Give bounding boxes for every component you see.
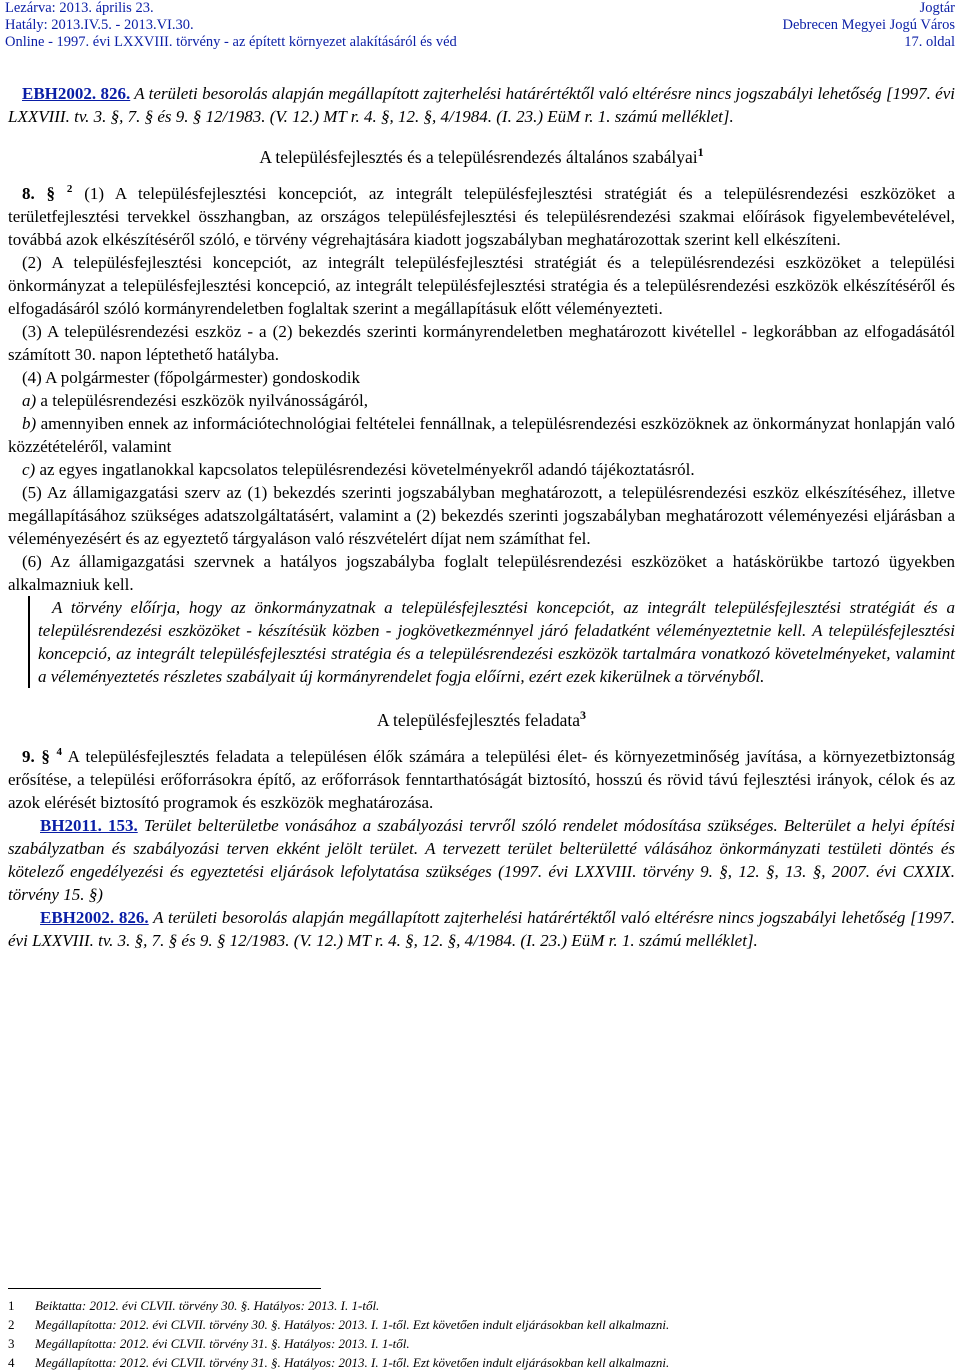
footnote	[8, 1315, 958, 1334]
case-reference-text: Terület belterületbe vonásához a szabályozási tervről szóló rendelet módosítása szükséges. Belterület a helyi építési szabályzatban és szabályozási terven ekként jelölt terület. A tervezett terület belterületté válásához önkormányzati testületi döntés és kötelező engedélyezési és egyeztetési eljárások lefolytatása szükséges (1997. évi LXXVIII. törvény 9. §, 12. §, 13. §, 2007. évi CXXIX. törvény 15. §)	[8, 815, 955, 904]
footnote-marker[interactable]: 3	[580, 707, 587, 722]
section-heading-text: A településfejlesztés feladata	[376, 709, 581, 730]
case-reference-link[interactable]: EBH2002. 826.	[40, 907, 149, 927]
section-heading-text: A településfejlesztés és a településrendezés általános szabályai	[259, 146, 698, 167]
point-text: az egyes ingatlanokkal kapcsolatos településrendezési követelményekről adandó tájékoztatásról.	[35, 459, 695, 479]
header-document-title: Online - 1997. évi LXXVIII. törvény - az épített környezet alakításáról és véd	[5, 34, 457, 50]
point-label: b)	[22, 413, 37, 433]
document-body	[8, 82, 955, 952]
explanatory-note: A törvény előírja, hogy az önkormányzatnak a településfejlesztési koncepciót, az integrált településfejlesztési stratégiát és a településrendezési eszközöket - készítésük közben - jogkövetkezménnyel járó feladatként véleményeztetnie kell. A településfejlesztési koncepció, az integrált településfejlesztési stratégia és a településrendezési eszközök tartalmára vonatkozó követelményeket, valamint a véleményeztetés részletes szabályait új kormányrendelet fogja előírni, ezért ezek kikerülnek a törvényből.	[28, 596, 955, 688]
footnote-marker[interactable]: 4	[56, 745, 62, 758]
footnote-text: Megállapította: 2012. évi CLVII. törvény 30. §. Hatályos: 2013. I. 1-től. Ezt követően indult eljárásokban kell alkalmazni.	[35, 1317, 670, 1332]
footnote-number: 4	[8, 1355, 15, 1370]
paragraph-text: A településfejlesztés feladata a településen élők számára a települési élet- és környezetminőség javítása, a környezetbiztonság erősítése, a települési erőforrásokra építő, az erőforrások fenntarthatóságát biztosító, hosszú és rövid távú fejlesztési irányok, célok és az azok elérését biztosító programok és eszközök meghatározása.	[8, 746, 956, 812]
point-8-4-a	[8, 389, 955, 412]
footnote-divider	[8, 1288, 321, 1289]
paragraph-text: (1) A településfejlesztési koncepciót, az integrált településfejlesztési stratégiát és a településrendezési eszközöket a területfejlesztési tervekkel összhangban, az országos településfejlesztési és településrendezési szakmai előírások figyelembevételével, továbbá azok elkészítéséről szóló, e törvény végrehajtására kiadott jogszabályban meghatározottak szerint kell elkészíteni.	[8, 183, 956, 249]
footnote	[8, 1296, 958, 1315]
footnote-text: Beiktatta: 2012. évi CLVII. törvény 30. §. Hatályos: 2013. I. 1-től.	[35, 1298, 380, 1313]
section-number: 8. §	[22, 183, 56, 203]
footnotes	[8, 1288, 958, 1372]
paragraph-8-2: (2) A településfejlesztési koncepciót, az integrált településfejlesztési stratégiát és a településrendezési eszközöket a települési önkormányzat a településfejlesztési koncepció, az integrált településfejlesztési stratégia és a településrendezési eszközök elkészítéséről és elfogadásáról szóló kormányrendeletben foglaltak szerint a megállapításuk előtt véleményezteti.	[8, 252, 955, 318]
header-page-number: 17. oldal	[904, 34, 955, 50]
footnote-number: 2	[8, 1317, 15, 1332]
paragraph-8-5: (5) Az államigazgatási szerv az (1) bekezdés szerinti jogszabályban meghatározott, a településrendezési eszköz elkészítéséhez, illetve megállapításához szükséges adatszolgáltatásért, valamint a (2) bekezdés szerinti jogszabályban meghatározott véleményezési eljárásban a véleményezésért és az egyeztető tárgyaláson való részvételért díjat nem számíthat fel.	[8, 482, 955, 548]
footnote-number: 1	[8, 1298, 15, 1313]
paragraph-8-6: (6) Az államigazgatási szervnek a hatályos jogszabályba foglalt településrendezési eszközöket a hatáskörükbe tartozó ügyekben alkalmazniuk kell.	[8, 551, 955, 594]
point-label: a)	[22, 390, 37, 410]
case-reference	[8, 82, 955, 128]
footnote	[8, 1334, 958, 1353]
footnote-text: Megállapította: 2012. évi CLVII. törvény 31. §. Hatályos: 2013. I. 1-től.	[35, 1336, 410, 1351]
footnote-number: 3	[8, 1336, 15, 1351]
footnote-text: Megállapította: 2012. évi CLVII. törvény 31. §. Hatályos: 2013. I. 1-től. Ezt követően indult eljárásokban kell alkalmazni.	[35, 1355, 670, 1370]
header-owner: Debrecen Megyei Jogú Város	[782, 17, 955, 33]
section-heading	[8, 704, 955, 732]
paragraph-9	[8, 745, 955, 814]
case-reference-text: A területi besorolás alapján megállapított zajterhelési határértéktől való eltérésre nincs jogszabályi lehetőség [1997. évi LXXVIII. tv. 3. §, 7. § és 9. § 12/1983. (V. 12.) MT r. 4. §, 12. §, 4/1984. (I. 23.) EüM r. 1. számú melléklet].	[8, 907, 955, 950]
page-header	[0, 0, 960, 58]
point-8-4-c	[8, 458, 955, 481]
point-label: c)	[22, 459, 36, 479]
paragraph-8-1	[8, 182, 955, 251]
header-closed-date: Lezárva: 2013. április 23.	[5, 0, 154, 16]
case-reference-link[interactable]: EBH2002. 826.	[22, 84, 131, 103]
case-reference	[8, 906, 955, 952]
point-text: a településrendezési eszközök nyilvánosságáról,	[36, 390, 369, 410]
case-reference	[8, 814, 955, 906]
footnote	[8, 1353, 958, 1372]
footnote-marker[interactable]: 1	[697, 145, 704, 159]
paragraph-8-3: (3) A településrendezési eszköz - a (2) bekezdés szerinti kormányrendeletben meghatározott kivétellel - legkorábban az elfogadásától számított 30. napon léptethető hatályba.	[8, 321, 955, 364]
header-validity: Hatály: 2013.IV.5. - 2013.VI.30.	[5, 17, 194, 33]
section-number: 9. §	[22, 746, 50, 766]
paragraph-8-4: (4) A polgármester (főpolgármester) gondoskodik	[22, 367, 361, 387]
header-publisher: Jogtár	[919, 0, 955, 16]
point-8-4-b	[8, 412, 955, 458]
point-text: amennyiben ennek az információtechnológiai feltételei fennállnak, a településrendezési eszközöknek az önkormányzat honlapján való közzétételéről, valamint	[8, 413, 955, 456]
case-reference-link[interactable]: BH2011. 153.	[40, 815, 138, 835]
case-reference-text: A területi besorolás alapján megállapított zajterhelési határértéktől való eltérésre nincs jogszabályi lehetőség [1997. évi LXXVIII. tv. 3. §, 7. § és 9. § 12/1983. (V. 12.) MT r. 4. §, 12. §, 4/1984. (I. 23.) EüM r. 1. számú melléklet].	[8, 84, 955, 126]
section-heading	[8, 141, 955, 169]
footnote-marker[interactable]: 2	[66, 182, 73, 195]
